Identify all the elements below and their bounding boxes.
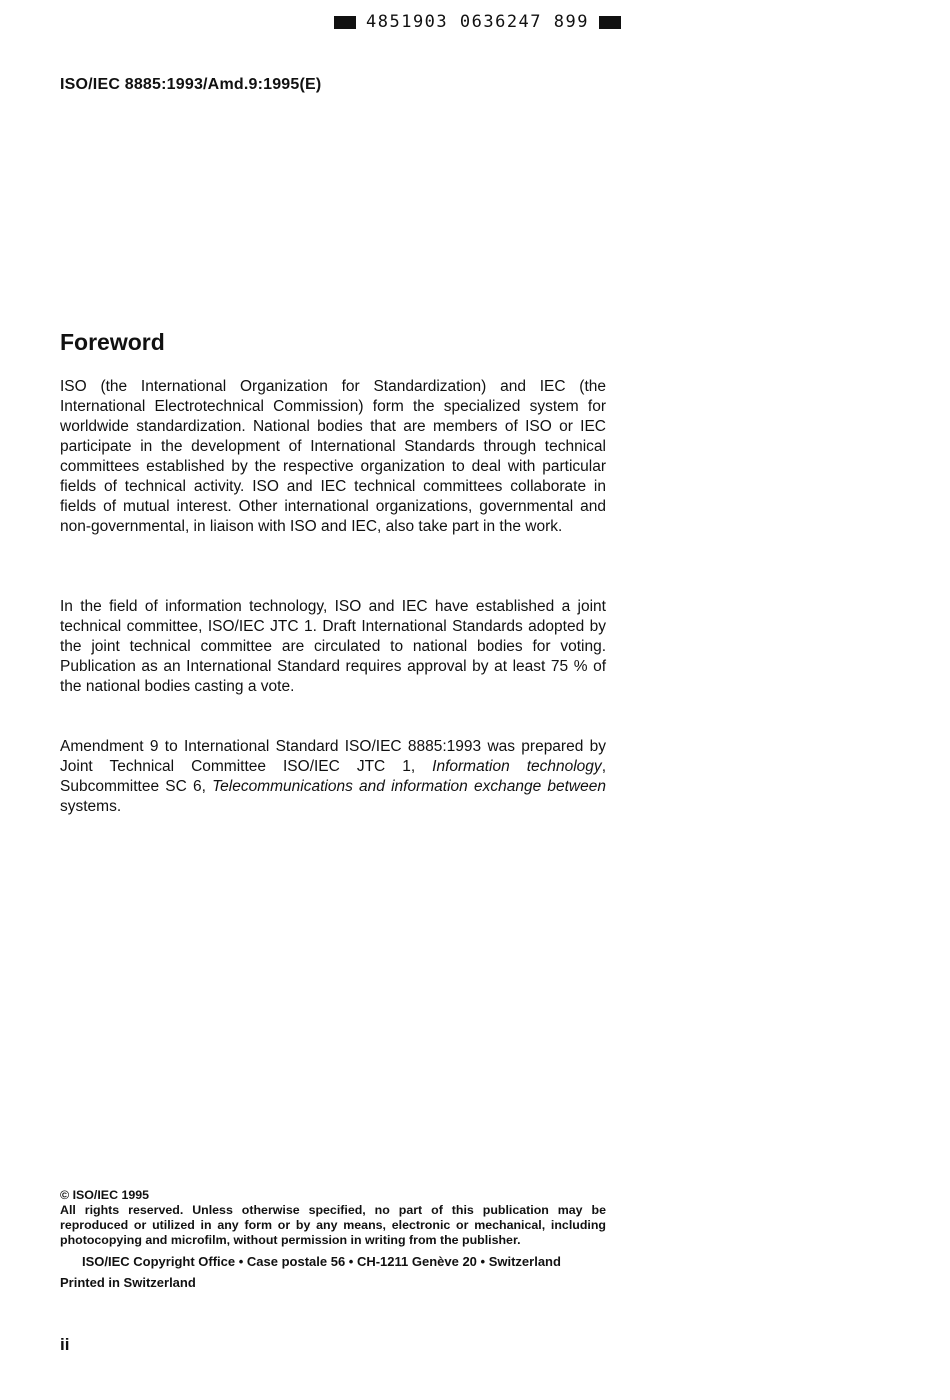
foreword-heading: Foreword: [60, 329, 165, 355]
copyright-footer: [60, 1188, 606, 1290]
page-number: ii: [60, 1335, 70, 1354]
copyright-line: © ISO/IEC 1995: [60, 1188, 150, 1202]
copyright-office-address: ISO/IEC Copyright Office • Case postale 56 • CH-1211 Genève 20 • Switzerland: [82, 1254, 561, 1269]
barcode-number: 4851903 0636247 899: [366, 12, 589, 32]
barcode-strip: [334, 12, 621, 32]
document-identifier: ISO/IEC 8885:1993/Amd.9:1995(E): [60, 76, 322, 93]
barcode-left-block: [334, 16, 356, 29]
foreword-paragraph-2: In the field of information technology, ISO and IEC have established a joint technical committee, ISO/IEC JTC 1. Draft International Standards adopted by the joint technical committee are circulated to national bodies for voting. Publication as an International Standard requires approval by at least 75 % of the national bodies casting a vote.: [60, 598, 606, 695]
paragraph-3-italic-a: Information technology: [432, 758, 602, 775]
paragraph-3-text-c: systems.: [60, 798, 122, 815]
foreword-paragraph-3: [60, 737, 606, 817]
foreword-paragraph-1: ISO (the International Organization for Standardization) and IEC (the International Electrotechnical Commission) form the specialized system for worldwide standardization. National bodies that are members of ISO or IEC participate in the development of International Standards through technical committees established by the respective organization to deal with particular fields of technical activity. ISO and IEC technical committees collaborate in fields of mutual interest. Other international organizations, governmental and non-governmental, in liaison with ISO and IEC, also take part in the work.: [60, 378, 606, 535]
printed-in-line: Printed in Switzerland: [60, 1275, 196, 1290]
paragraph-3-italic-b: Telecommunications and information exchange between: [212, 778, 606, 795]
rights-statement: All rights reserved. Unless otherwise specified, no part of this publication may be reproduced or utilized in any form or by any means, electronic or mechanical, including photocopying and microfilm, without permission in writing from the publisher.: [60, 1203, 606, 1247]
paragraph-3-text-a: Amendment 9 to International Standard ISO/IEC 8885:1993 was prepared by Joint Technical Committee ISO/IEC JTC 1,: [60, 738, 606, 775]
paragraph-3-text-b: , Subcommittee SC 6,: [60, 758, 606, 795]
barcode-right-block: [599, 16, 621, 29]
